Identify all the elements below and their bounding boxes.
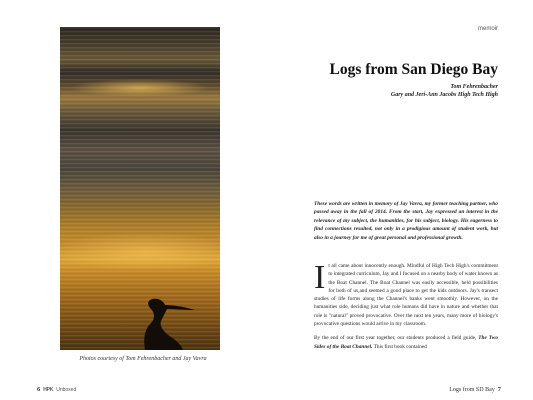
running-footer: Logs from SD Bay [449,387,495,393]
right-page-number: 7 [497,386,501,393]
publication-logo: HPK [43,386,54,393]
right-folio [439,386,501,393]
body-paragraph [314,334,498,351]
section-tag: memoir [478,26,499,32]
article-intro: These words are written in memory of Jay Vavra, my former teaching partner, who passed away in the fall of 2014. From the start, Jay expressed an interest in the relevance of my subject, the humanities, for his subject, biology. His eagerness to find connections resulted, not only in a prodigious amount of student work, but also in a journey for me of great personal and professional growth. [314,201,498,241]
paragraph-text: By the end of our first year together, our students produced a field guide, [314,335,479,342]
photo-credit: Photos courtesy of Tom Fehrenbacher and Jay Vavra [79,356,207,362]
byline [300,83,498,99]
author-affiliation: Gary and Jeri-Ann Jacobs High Tech High [390,92,498,98]
book-title: The Two Sides of the Boat Channel. [314,335,498,350]
sky-glow [70,79,210,97]
author-name: Tom Fehrenbacher [450,84,498,90]
water-glow [60,232,220,272]
left-folio [37,386,76,393]
left-page-number: 6 [37,386,41,393]
heron-sunset-photo [60,27,220,350]
article-body [314,259,498,357]
article-title: Logs from San Diego Bay [329,61,498,78]
paragraph-text: This first book contained [372,343,427,350]
drop-cap: I [314,259,326,296]
paragraph-text: t all came about innocently enough. Mindful of High Tech High's commitment to integrated curriculum, Jay and I focused on a nearby body of water known as the Boat Channel. The Boat Channel was easily accessible, held possibilities for both of us,and seemed a good place to get the kids outdoors. Jay's transect studies of life forms along the Channel's banks went smoothly. However, on the humanities side, deciding just what role humans did have in nature and whether that role is "natural" proved provocative. Over the next ten years, many more of biology's provocative questions would arrive in my classroom. [314,263,498,328]
heron-silhouette-icon [125,297,220,350]
publication-name: Unboxed [56,386,77,393]
body-paragraph [314,259,498,328]
